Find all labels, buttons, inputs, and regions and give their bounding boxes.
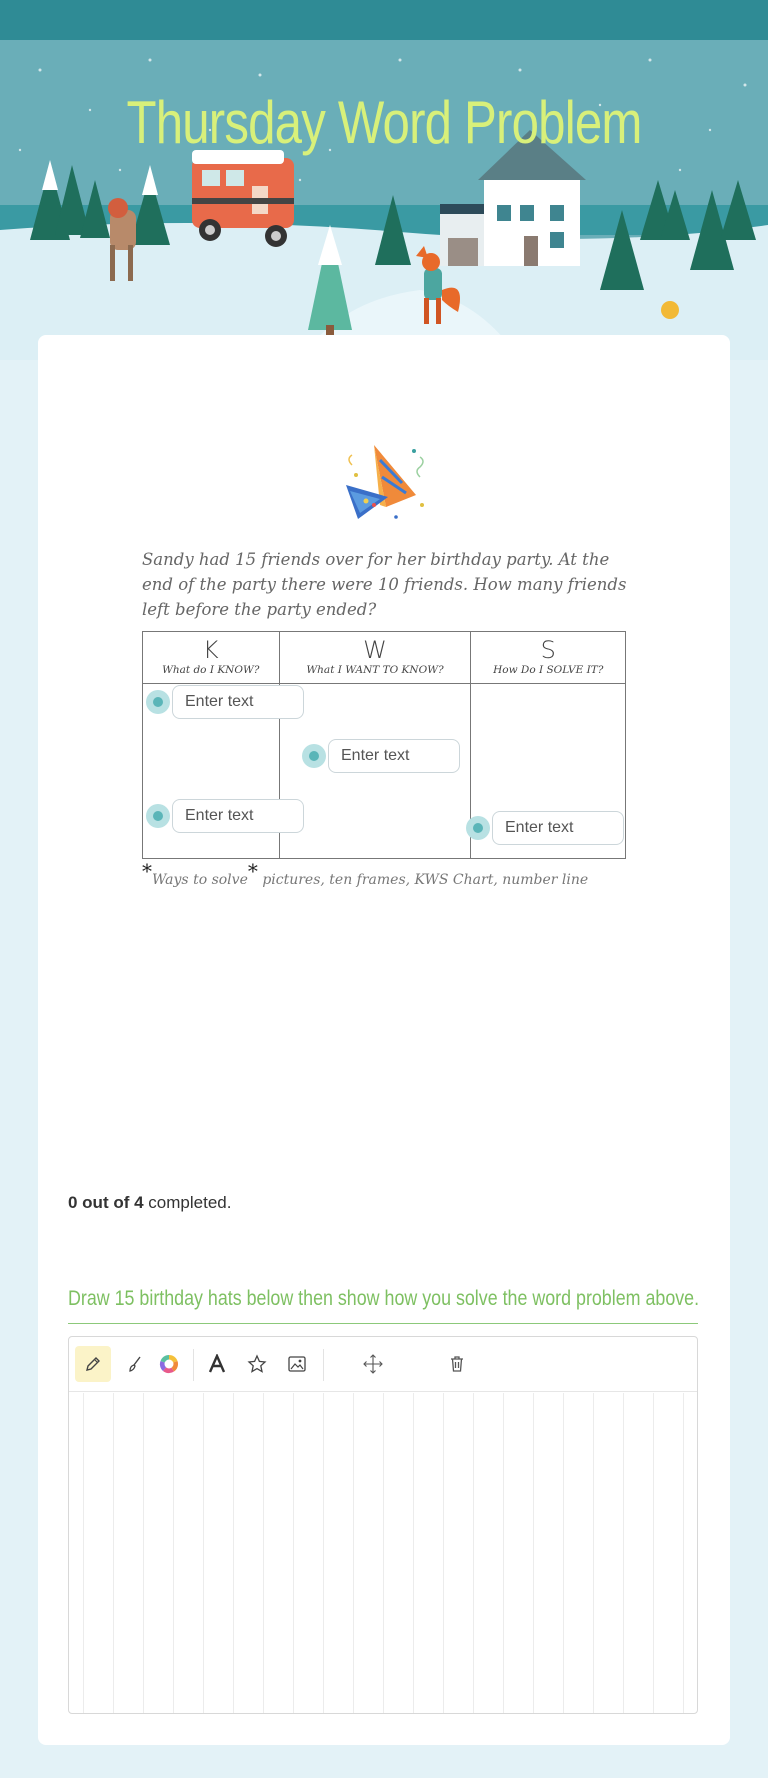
page-title: Thursday Word Problem	[126, 89, 642, 156]
k-input-1[interactable]: Enter text	[172, 685, 304, 719]
k-input-2[interactable]: Enter text	[172, 799, 304, 833]
star-icon[interactable]	[239, 1346, 275, 1382]
color-wheel-icon[interactable]	[151, 1346, 187, 1382]
image-icon[interactable]	[279, 1346, 315, 1382]
drawing-toolbar	[69, 1337, 697, 1392]
s-input-1[interactable]: Enter text	[492, 811, 624, 845]
instruction-divider	[68, 1323, 698, 1324]
toolbar-separator	[193, 1349, 194, 1381]
ways-to-solve-note	[142, 859, 589, 889]
progress-count: 0 out of 4	[68, 1193, 144, 1212]
move-icon[interactable]	[355, 1346, 391, 1382]
text-icon[interactable]	[199, 1346, 235, 1382]
trash-icon[interactable]	[439, 1346, 475, 1382]
drawing-canvas[interactable]	[69, 1393, 698, 1714]
party-hat-icon	[336, 435, 436, 525]
asterisk: *	[247, 859, 258, 883]
kws-field-s1	[466, 811, 624, 845]
drawing-widget	[68, 1336, 698, 1714]
brush-icon[interactable]	[117, 1346, 153, 1382]
kws-header-s	[471, 632, 626, 684]
kws-field-w1	[302, 739, 460, 773]
kws-letter-s: S	[540, 636, 556, 664]
field-marker-icon	[302, 744, 326, 768]
ways-list: pictures, ten frames, KWS Chart, number line	[262, 872, 589, 888]
kws-letter-w: W	[363, 636, 387, 664]
ways-label: Ways to solve	[152, 872, 248, 888]
word-problem-text: Sandy had 15 friends over for her birthday party. At the end of the party there were 10 friends. How many friends left before the party ended?	[142, 550, 627, 619]
progress-suffix: completed.	[148, 1193, 232, 1212]
winter-scene-illustration	[0, 0, 768, 360]
toolbar-separator	[323, 1349, 324, 1381]
kws-field-k1	[146, 685, 304, 719]
kws-subtitle-s: How Do I SOLVE IT?	[493, 664, 604, 676]
header-banner	[0, 0, 768, 360]
kws-field-k2	[146, 799, 304, 833]
progress-status	[68, 1193, 231, 1213]
kws-subtitle-k: What do I KNOW?	[162, 664, 260, 676]
kws-header-k	[143, 632, 280, 684]
worksheet-card	[38, 335, 730, 1745]
kws-header-w	[279, 632, 471, 684]
field-marker-icon	[466, 816, 490, 840]
drawing-instruction: Draw 15 birthday hats below then show how you solve the word problem above.	[68, 1287, 700, 1310]
w-input-1[interactable]: Enter text	[328, 739, 460, 773]
field-marker-icon	[146, 804, 170, 828]
field-marker-icon	[146, 690, 170, 714]
asterisk: *	[142, 859, 152, 883]
kws-letter-k: K	[202, 636, 219, 664]
kws-subtitle-w: What I WANT TO KNOW?	[306, 664, 444, 676]
pencil-icon[interactable]	[75, 1346, 111, 1382]
